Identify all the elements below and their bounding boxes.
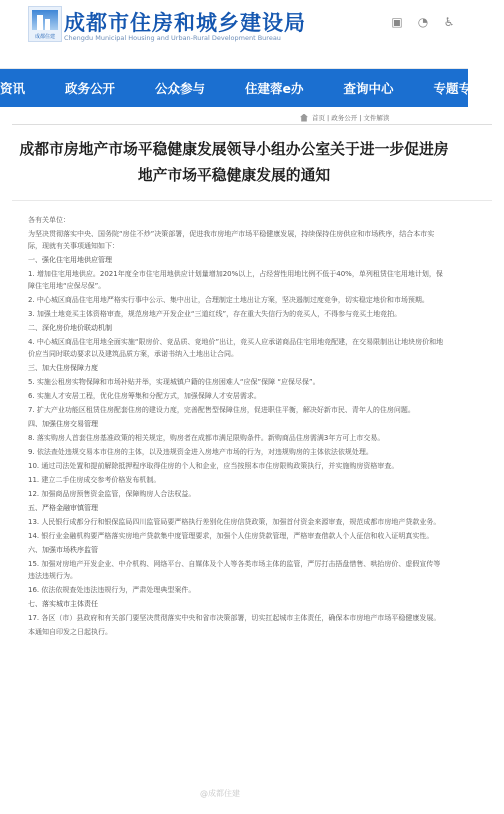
paragraph: 14. 银行业金融机构要严格落实房地产贷款集中度管理要求，加强个人住房贷款管理，严格审查借款人个人征信和收入证明真实性。 (28, 532, 434, 540)
divider (12, 124, 492, 125)
paragraph: 12. 加强商品房预售资金监管，保障购房人合法权益。 (28, 490, 196, 498)
paragraph: 六、加强市场秩序监管 (28, 546, 98, 554)
watermark: @成都住建 (200, 789, 240, 798)
paragraph: 15. 加强对房地产开发企业、中介机构、网络平台、自媒体及个人等各类市场主体的监管，严厉打击捂盘惜售、哄抬房价、虚假宣传等违法违规行为。 (28, 560, 441, 580)
paragraph: 本通知自印发之日起执行。 (28, 628, 112, 636)
home-icon (300, 114, 308, 122)
paragraph: 4. 中心城区商品住宅用地全面实施“限房价、竞品质、竞地价”出让，竞买人应承诺商品住宅用地竞配建，在交易限制出让地块房价和地价应当同时联动要求以及建筑品质方案，承诺书纳入土地出让合同。 (28, 338, 444, 358)
header-tools (390, 14, 456, 30)
document-body (28, 214, 446, 640)
divider (12, 200, 492, 201)
paragraph: 四、加强住房交易管理 (28, 420, 98, 428)
breadcrumb: 首页 | 政务公开 | 文件解读 (300, 113, 389, 122)
paragraph: 七、落实城市主体责任 (28, 600, 98, 608)
paragraph: 五、严格金融审慎管理 (28, 504, 98, 512)
paragraph: 17. 各区（市）县政府和有关部门要坚决贯彻落实中央和省市决策部署，切实扛起城市主体责任，确保本市房地产市场平稳健康发展。 (28, 614, 441, 622)
accessibility-icon[interactable]: ♿ (443, 15, 455, 29)
nav-item-public[interactable]: 公众参与 (155, 81, 206, 96)
breadcrumb-home[interactable]: 首页 (312, 114, 325, 122)
document-title: 成都市房地产市场平稳健康发展领导小组办公室关于进一步促进房地产市场平稳健康发展的通知 (19, 141, 449, 184)
site-header (0, 0, 468, 69)
paragraph: 9. 依法查处违规交易本市住房的主体，以及违规资金进入房地产市场的行为，对违规购房的主体依法依规处理。 (28, 448, 373, 456)
breadcrumb-gov-affairs[interactable]: 政务公开 (331, 114, 358, 122)
paragraph: 一、强化住宅用地供应管理 (28, 256, 112, 264)
paragraph: 6. 实施人才安居工程，优化住房筹集和分配方式，加强保障人才安居需求。 (28, 392, 261, 400)
main-nav (0, 69, 484, 107)
paragraph: 各有关单位： (28, 216, 70, 224)
site-logo[interactable] (28, 6, 62, 42)
nav-item-gov-affairs[interactable]: 政务公开 (65, 81, 116, 96)
paragraph: 二、深化房价地价联动机制 (28, 324, 112, 332)
paragraph: 3. 加强土地竞买主体资格审查，规范房地产开发企业“三道红线”，存在重大失信行为的竞买人，不得参与竞买土地竞拍。 (28, 310, 402, 318)
paragraph: 三、加大住房保障力度 (28, 364, 98, 372)
paragraph: 7. 扩大产业功能区租赁住房配套住房的建设力度，完善配售型保障住房，促进职住平衡，解决好新市民、青年人的住房问题。 (28, 406, 415, 414)
wechat-icon[interactable]: ◔ (417, 15, 429, 29)
paragraph: 10. 通过司法处置和提前解除抵押程序取得住房的个人和企业，应当按照本市住房限购政策执行，并实施购房资格审查。 (28, 462, 399, 470)
nav-item-topics[interactable]: 专题专栏 (433, 81, 484, 96)
paragraph: 5. 实施公租房实物保障和市场补贴并举，实现城镇户籍的住房困难人“应保”保障 “应保尽保”。 (28, 378, 320, 386)
logo-caption: 成都住建 (34, 34, 55, 40)
paragraph: 11. 建立二手住房成交参考价格发布机制。 (28, 476, 161, 484)
paragraph: 8. 落实购房人首套住房基准政策的相关规定，购房者在成都市满足限购条件。新购商品住房需满3年方可上市交易。 (28, 434, 385, 442)
site-subtitle: Chengdu Municipal Housing and Urban-Rural Development Bureau (64, 34, 281, 42)
site-title: 成都市住房和城乡建设局 (64, 10, 306, 35)
reader-icon[interactable]: ▣ (391, 15, 403, 29)
breadcrumb-interpretation[interactable]: 文件解读 (363, 114, 390, 122)
paragraph: 13. 人民银行成都分行和银保监局四川监管局要严格执行差别化住房信贷政策，加强首付资金来源审查，规范成都市房地产贷款业务。 (28, 518, 441, 526)
paragraph: 2. 中心城区商品住宅用地严格实行事中公示、集中出让，合理制定土地出让方案，坚决遏制过度竞争，切实稳定地价和市场预期。 (28, 296, 429, 304)
paragraph: 1. 增加住宅用地供应。2021年度全市住宅用地供应计划量增加20%以上，占经营性用地比例不低于40%，单列租赁住宅用地计划，保障住宅用地“应保尽保”。 (28, 270, 443, 290)
nav-item-news[interactable]: 资讯 (0, 81, 26, 96)
paragraph: 16. 依法依规查处违法违规行为，严肃处理典型案件。 (28, 586, 196, 594)
nav-item-eservice[interactable]: 住建蓉e办 (245, 81, 304, 96)
paragraph: 为坚决贯彻落实中央、国务院“房住不炒”决策部署，促进我市房地产市场平稳健康发展，持续保持住房供应和市场秩序，结合本市实际，现就有关事项通知如下： (28, 230, 435, 250)
nav-item-query[interactable]: 查询中心 (343, 81, 394, 96)
